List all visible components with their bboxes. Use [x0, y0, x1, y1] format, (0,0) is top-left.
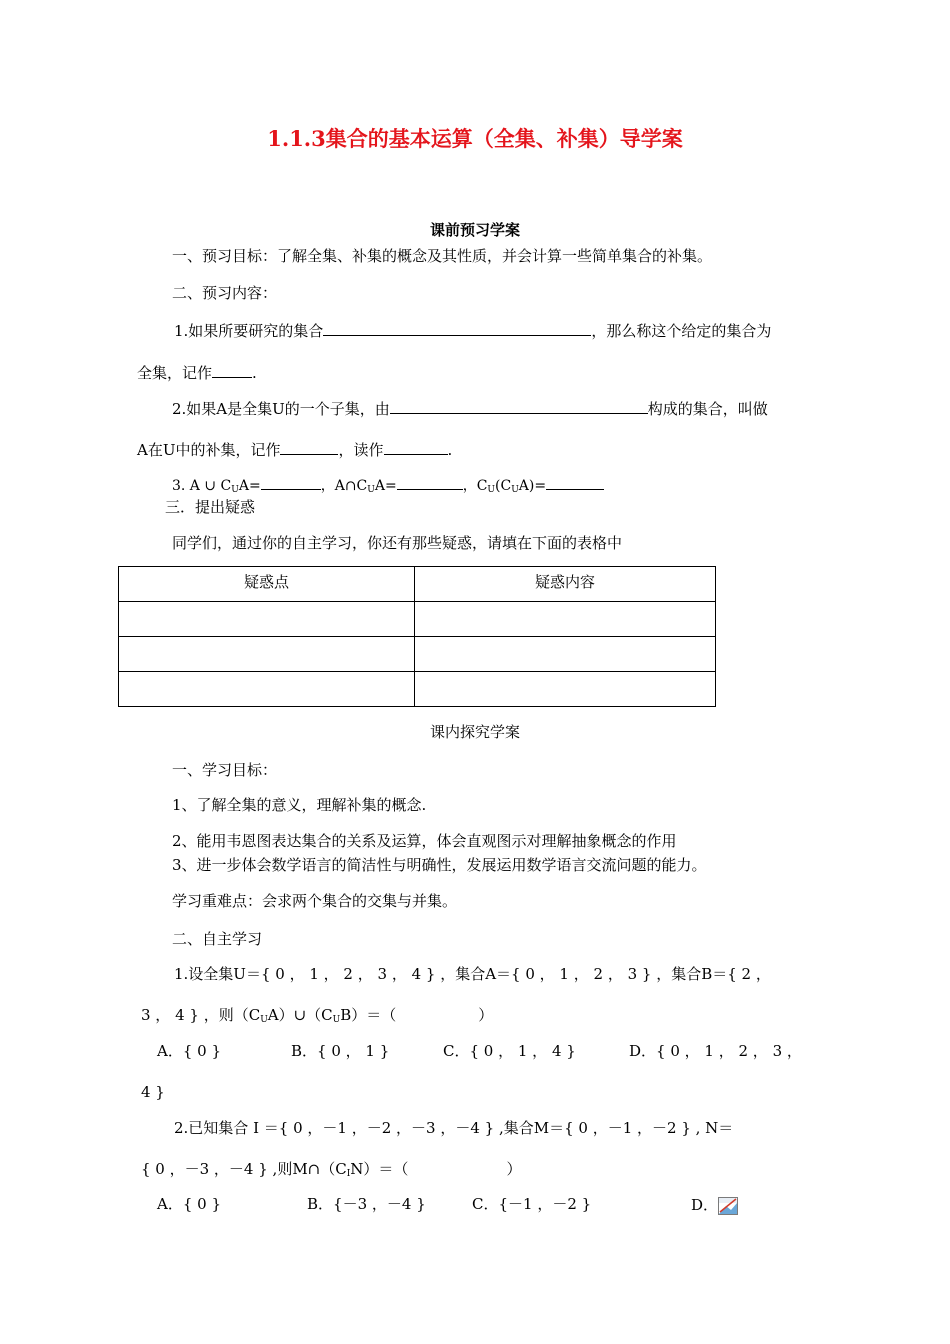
table-row: [119, 672, 716, 707]
section-heading-preview: 课前预习学案: [429, 221, 520, 239]
blank-6[interactable]: [261, 475, 321, 490]
problem-2-option-c[interactable]: C．{－1 ，－2 }: [472, 1195, 592, 1213]
table-header-cell: 疑惑内容: [415, 567, 716, 602]
table-cell[interactable]: [119, 637, 415, 672]
table-header-row: [119, 567, 716, 602]
problem-2-line2: { 0 ，－3 ，－4 } ,则$M\cap(C_IN)=$（ ）: [141, 1160, 522, 1179]
blank-7[interactable]: [397, 475, 463, 490]
preview-content-label: 二、预习内容：: [172, 284, 278, 302]
broken-image-icon: [718, 1197, 738, 1215]
table-cell[interactable]: [415, 637, 716, 672]
doubt-table: [118, 566, 716, 707]
table-row: [119, 602, 716, 637]
question-2-line1: 2.如果A是全集U的一个子集，由 构成的集合，叫做: [172, 400, 768, 418]
key-point: 学习重难点：会求两个集合的交集与并集。: [172, 892, 458, 910]
problem-2-option-d[interactable]: D．: [691, 1197, 738, 1215]
table-header-cell: 疑惑点: [119, 567, 415, 602]
preview-goal: 一、预习目标：了解全集、补集的概念及其性质，并会计算一些简单集合的补集。: [172, 247, 713, 265]
problem-1-option-d-cont: 4 }: [141, 1083, 165, 1101]
question-1-line1: 1.如果所要研究的集合 ，那么称这个给定的集合为: [174, 322, 772, 340]
doubt-label: 三．提出疑惑: [165, 498, 256, 516]
blank-1[interactable]: [323, 321, 591, 336]
goal-1: 1、了解全集的意义，理解补集的概念.: [172, 796, 427, 814]
question-2-line2: A在U中的补集，记作 ，读作 .: [137, 441, 453, 459]
table-cell[interactable]: [415, 602, 716, 637]
table-cell[interactable]: [119, 672, 415, 707]
problem-1-line1: 1.设全集U＝{ 0 ， 1 ， 2 ， 3 ， 4 } ，集合A＝{ 0 ， 1 ， 2 ， 3 } ，集合B＝{ 2 ，: [174, 965, 771, 983]
page-title: 1.1.3集合的基本运算（全集、补集）导学案: [267, 126, 683, 151]
blank-2[interactable]: [212, 363, 252, 378]
goal-3: 3、进一步体会数学语言的简洁性与明确性，发展运用数学语言交流问题的能力。: [172, 856, 707, 874]
problem-1-option-a[interactable]: A．{ 0 }: [157, 1042, 221, 1060]
table-row: [119, 637, 716, 672]
table-cell[interactable]: [119, 602, 415, 637]
goals-label: 一、学习目标：: [172, 761, 278, 779]
problem-1-option-d[interactable]: D．{ 0 ， 1 ， 2 ， 3 ，: [629, 1042, 802, 1060]
question-1-line2: 全集，记作 .: [137, 364, 257, 382]
problem-1-option-b[interactable]: B．{ 0 ， 1 }: [291, 1042, 390, 1060]
blank-4[interactable]: [280, 440, 338, 455]
doubt-text: 同学们，通过你的自主学习，你还有那些疑惑，请填在下面的表格中: [172, 534, 623, 552]
goal-2: 2、能用韦恩图表达集合的关系及运算，体会直观图示对理解抽象概念的作用: [172, 832, 677, 850]
problem-2-option-a[interactable]: A．{ 0 }: [157, 1195, 221, 1213]
problem-1-line2: 3 ， 4 } ，则$(C_UA)\cup(C_UB)=$（ ）: [141, 1006, 494, 1025]
problem-1-option-c[interactable]: C．{ 0 ， 1 ， 4 }: [443, 1042, 576, 1060]
problem-2-line1: 2.已知集合 I ＝{ 0 ，－1 ，－2 ，－3 ，－4 } ,集合M＝{ 0 ，－1 ，－2 } , N＝: [174, 1119, 734, 1137]
section-heading-inclass: 课内探究学案: [429, 723, 520, 741]
problem-2-option-b[interactable]: B．{－3 ，－4 }: [307, 1195, 426, 1213]
blank-5[interactable]: [384, 440, 448, 455]
self-study-label: 二、自主学习: [172, 930, 263, 948]
blank-8[interactable]: [546, 475, 604, 490]
question-3: 3. A ∪ $C_UA=$ ，$A\cap C_UA=$ ，$C_U(C_UA)=$: [172, 475, 604, 495]
blank-3[interactable]: [390, 399, 648, 414]
table-cell[interactable]: [415, 672, 716, 707]
